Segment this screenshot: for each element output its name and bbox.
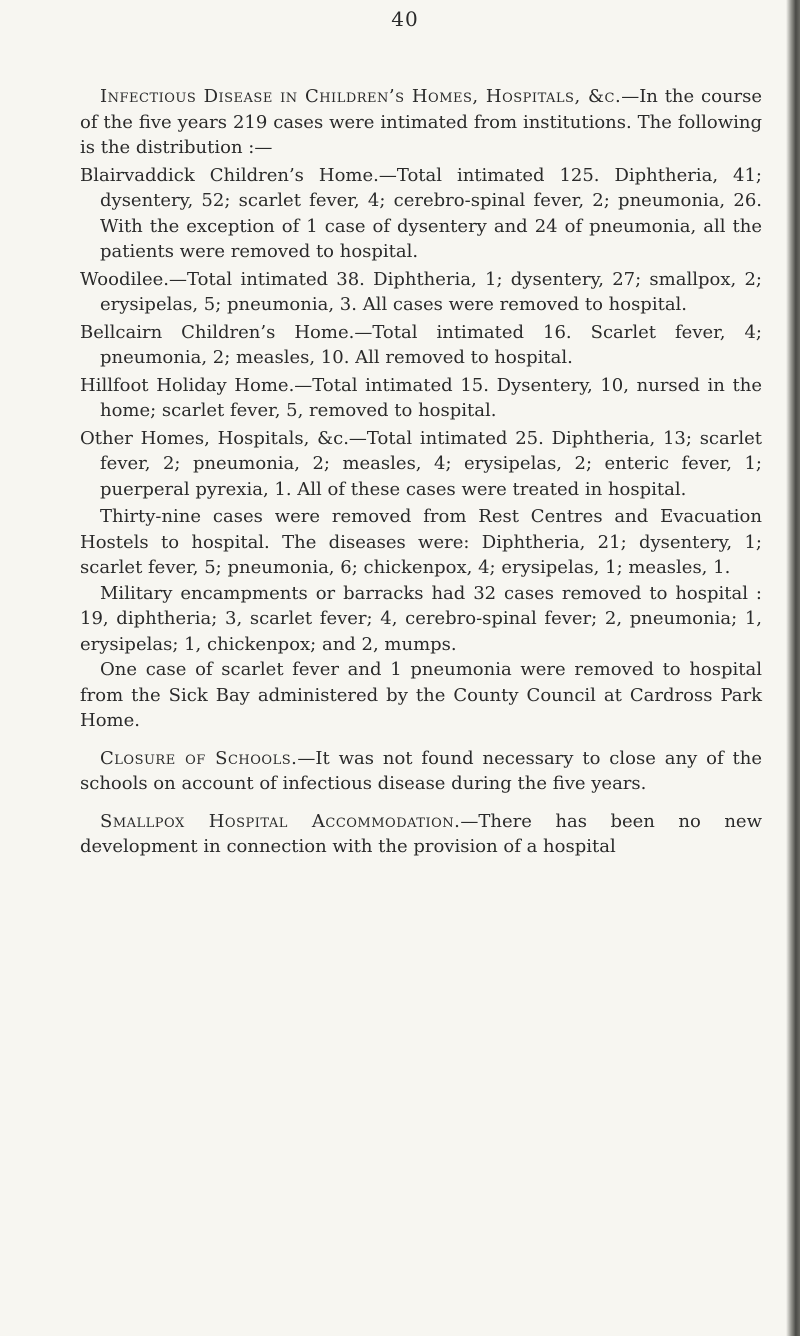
blairvaddick-entry: Blairvaddick Children’s Home.—Total intimated 125. Diphtheria, 41; dysentery, 52; scarlet fever, 4; cerebro-spinal fever, 2; pneumonia, 26. With the exception of 1 case of dysentery and 24 of pneumonia, all the patients were removed to hospital.: [80, 164, 762, 262]
section-heading-infectious-disease: Infectious Disease in Children’s Homes, Hospitals, &c.: [100, 86, 622, 107]
military-paragraph: Military encampments or barracks had 32 cases removed to hospital : 19, diphtheria; 3, scarlet fever; 4, cerebro-spinal fever; 2, pneumonia; 1, erysipelas; 1, chickenpox; and 2, mumps.: [80, 582, 762, 655]
infectious-disease-intro: —In the course of the five years 219 cases were intimated from institutions. The following is the distribution :—: [80, 86, 762, 158]
page-number: 40: [391, 7, 419, 31]
woodilee-entry: Woodilee.—Total intimated 38. Diphtheria, 1; dysentery, 27; smallpox, 2; erysipelas, 5; pneumonia, 3. All cases were removed to hospital.: [80, 268, 762, 315]
hillfoot-entry: Hillfoot Holiday Home.—Total intimated 15. Dysentery, 10, nursed in the home; scarlet fever, 5, removed to hospital.: [80, 374, 762, 421]
bellcairn-entry: Bellcairn Children’s Home.—Total intimated 16. Scarlet fever, 4; pneumonia, 2; measles, 10. All removed to hospital.: [80, 321, 762, 368]
other-homes-entry: Other Homes, Hospitals, &c.—Total intimated 25. Diphtheria, 13; scarlet fever, 2; pneumonia, 2; measles, 4; erysipelas, 2; enteric fever, 1; puerperal pyrexia, 1. All of these cases were treated in hospital.: [80, 427, 762, 500]
rest-centres-paragraph: Thirty-nine cases were removed from Rest Centres and Evacuation Hostels to hospital. The diseases were: Diphtheria, 21; dysentery, 1; scarlet fever, 5; pneumonia, 6; chickenpox, 4; erysipelas, 1; measles, 1.: [80, 506, 762, 578]
section-heading-smallpox-hospital: Smallpox Hospital Accommodation.: [100, 810, 461, 832]
smallpox-hospital-paragraph: [80, 809, 762, 860]
sick-bay-paragraph: One case of scarlet fever and 1 pneumonia were removed to hospital from the Sick Bay administered by the County Council at Cardross Park Home.: [80, 659, 762, 731]
closure-of-schools-paragraph: [80, 746, 762, 797]
section-heading-closure-of-schools: Closure of Schools.: [100, 747, 298, 769]
page-edge-shadow: [786, 0, 800, 1336]
document-body: [80, 84, 762, 860]
closure-of-schools-body: —It was not found necessary to close any of the schools on account of infectious disease during the five years.: [80, 747, 763, 794]
infectious-disease-paragraph: [80, 84, 762, 161]
smallpox-hospital-body: —There has been no new development in connection with the provision of a hospital: [80, 810, 762, 857]
